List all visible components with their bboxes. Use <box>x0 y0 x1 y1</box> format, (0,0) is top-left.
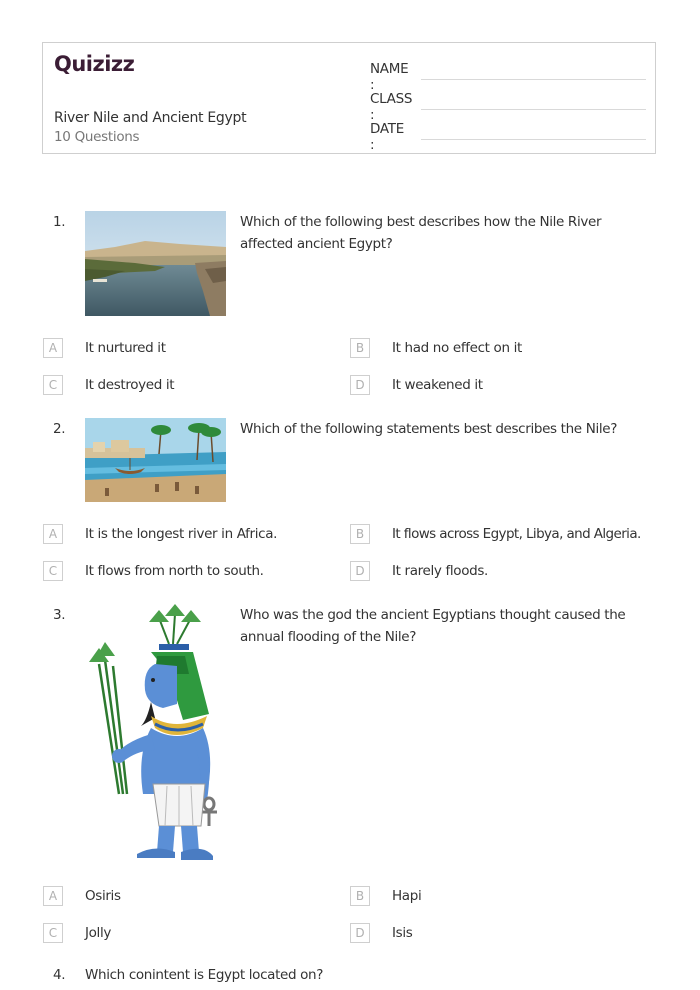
name-line[interactable] <box>421 79 646 80</box>
question-1-number: 1. <box>53 214 66 230</box>
class-label: CLASS : <box>370 91 413 123</box>
question-1-option-b-box[interactable]: B <box>350 338 370 358</box>
question-1-option-d-text[interactable]: It weakened it <box>392 377 483 393</box>
question-3-option-b-text[interactable]: Hapi <box>392 888 422 904</box>
question-4-number: 4. <box>53 967 66 983</box>
question-2-option-a-box[interactable]: A <box>43 524 63 544</box>
question-2-option-d-text[interactable]: It rarely floods. <box>392 563 488 579</box>
question-1-option-b-text[interactable]: It had no effect on it <box>392 340 522 356</box>
question-3-option-d-text[interactable]: Isis <box>392 925 413 941</box>
date-label: DATE : <box>370 121 404 153</box>
question-3-text: Who was the god the ancient Egyptians thought caused the annual flooding of the Nile? <box>240 607 626 645</box>
question-1-text: Which of the following best describes how the Nile River affected ancient Egypt? <box>240 214 602 252</box>
nile-river-photo <box>85 211 226 316</box>
question-2-option-c-box[interactable]: C <box>43 561 63 581</box>
question-1-option-a-text[interactable]: It nurtured it <box>85 340 166 356</box>
question-1-option-c-box[interactable]: C <box>43 375 63 395</box>
question-2-option-b-box[interactable]: B <box>350 524 370 544</box>
question-3-option-c-box[interactable]: C <box>43 923 63 943</box>
date-line[interactable] <box>421 139 646 140</box>
question-3-option-a-box[interactable]: A <box>43 886 63 906</box>
god-hapi-illustration <box>85 604 226 862</box>
question-3-option-b-box[interactable]: B <box>350 886 370 906</box>
name-label: NAME : <box>370 61 409 93</box>
question-3-option-c-text[interactable]: Jolly <box>85 925 111 941</box>
question-1-option-a-box[interactable]: A <box>43 338 63 358</box>
question-2-option-a-text[interactable]: It is the longest river in Africa. <box>85 526 278 542</box>
question-2-option-c-text[interactable]: It flows from north to south. <box>85 563 264 579</box>
quizizz-logo: Quizizz <box>54 52 135 76</box>
question-3-number: 3. <box>53 607 66 623</box>
question-3-option-a-text[interactable]: Osiris <box>85 888 121 904</box>
question-2-number: 2. <box>53 421 66 437</box>
question-count: 10 Questions <box>54 129 140 145</box>
question-2-option-d-box[interactable]: D <box>350 561 370 581</box>
question-2-option-b-text[interactable]: It flows across Egypt, Libya, and Algeria. <box>392 526 641 542</box>
question-4-text: Which conintent is Egypt located on? <box>85 967 324 983</box>
ancient-nile-illustration <box>85 418 226 502</box>
question-1-option-c-text[interactable]: It destroyed it <box>85 377 175 393</box>
question-3-option-d-box[interactable]: D <box>350 923 370 943</box>
class-line[interactable] <box>421 109 646 110</box>
question-1-option-d-box[interactable]: D <box>350 375 370 395</box>
worksheet-header <box>42 42 656 154</box>
worksheet-title: River Nile and Ancient Egypt <box>54 110 247 126</box>
question-2-text: Which of the following statements best describes the Nile? <box>240 421 618 437</box>
